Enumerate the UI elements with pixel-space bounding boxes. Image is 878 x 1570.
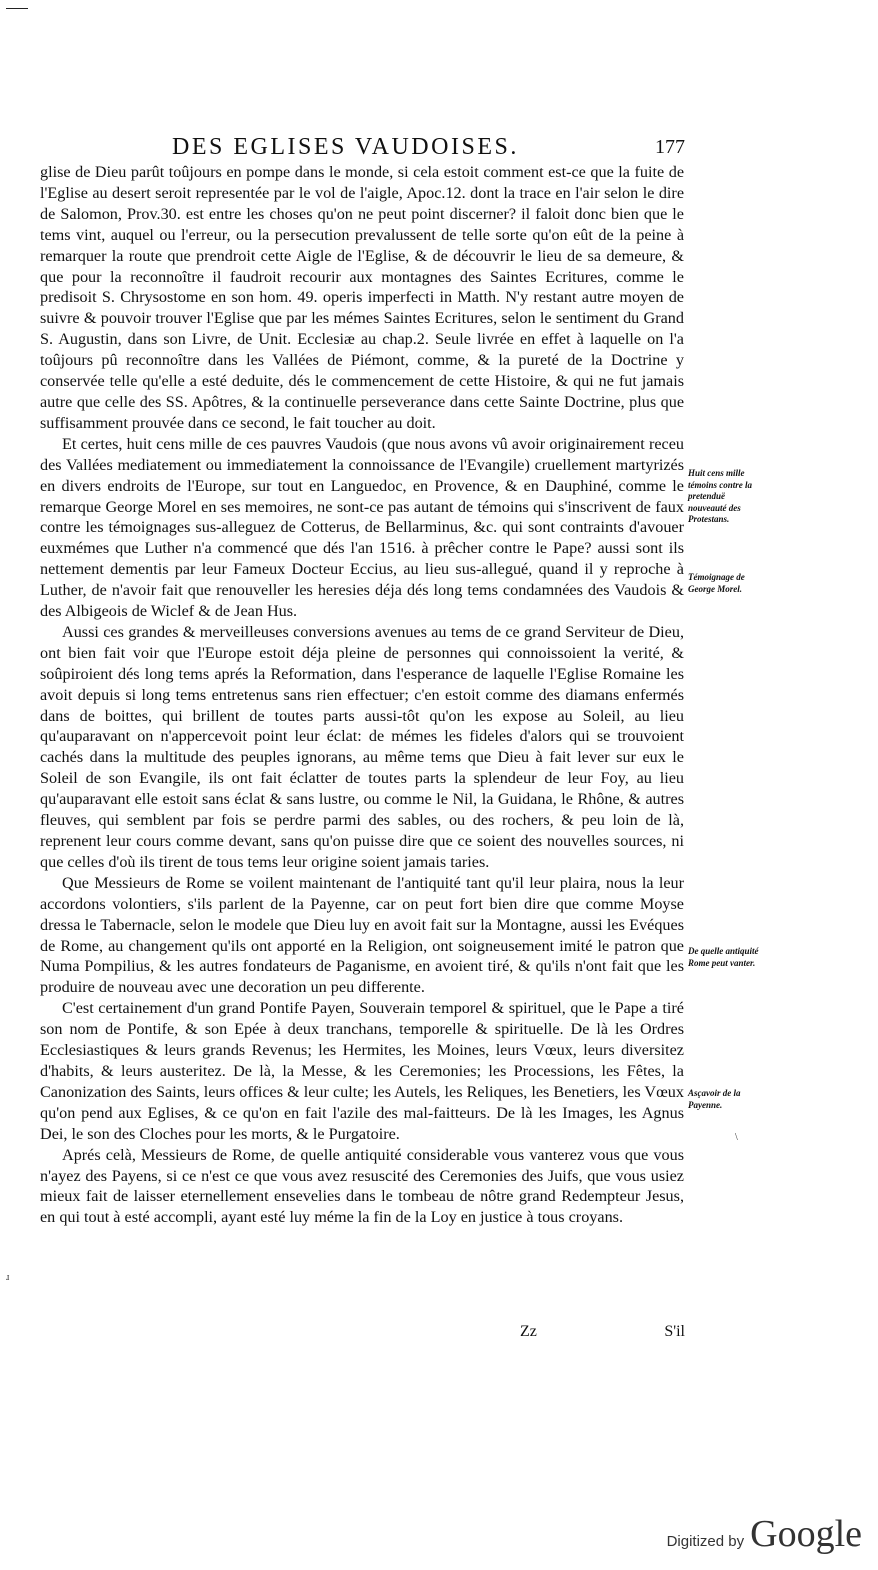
paragraph-1: glise de Dieu parût toûjours en pompe dans le monde, si cela estoit comment est-ce que la fuite de l'Eglise au desert seroit representée par le vol de l'aigle, Apoc.12. dont la trace en l'air selon le dire de Salomon, Prov.30. est entre les choses qu'on ne peut point discerner? il faloit donc bien que le tems vint, auquel ou l'erreur, ou la persecution prevalussent de telle sorte qu'on eût de la peine à remarquer la route que prendroit cette Aigle de l'Eglise, & de découvrir le lieu de sa demeure, & que pour la reconnoître il faudroit recourir aux montagnes des Saintes Ecritures, comme le predisoit S. Chrysostome en son hom. 49. operis imperfecti in Matth. N'y restant autre moyen de suivre & pouvoir trouver l'Eglise que par les mémes Saintes Ecritures, selon le sentiment du Grand S. Augustin, dans son Livre, de Unit. Ecclesiæ au chap.2. Seule livrée en effet à laquelle on l'a toûjours pû reconnoître dans les Vallées de Piémont, comme, & la pureté de la Doctrine y conservée telle qu'elle a esté deduite, dés le commencement de cette Histoire, & qui ne fut jamais autre que celle des SS. Apôtres, & la continuelle perseverance dans cette Sainte Doctrine, plus que suffisamment prouvée dans ce second, le fait toucher au doit.: [40, 163, 684, 432]
paragraph-6: Aprés celà, Messieurs de Rome, de quelle antiquité considerable vous vanterez vous que vous n'ayez des Payens, si ce n'est ce que vous avez resuscité des Ceremonies des Juifs, que vous usiez mieux fait de laisser eternellement ensevelies dans le tombeau de nôtre grand Redempteur Jesus, en qui tout à esté accompli, ayant esté luy méme la fin de la Loy en justice à tous croyans.: [40, 1145, 684, 1227]
body-text: [40, 162, 684, 1228]
digitization-watermark: [667, 1512, 862, 1556]
sidenote-pagan: Asçavoir de la Payenne.: [688, 1088, 741, 1110]
google-logo: Google: [750, 1513, 862, 1555]
stray-mark: \: [735, 1132, 738, 1143]
catchword: S'il: [664, 1323, 685, 1340]
catchword-line: [520, 1323, 685, 1341]
paragraph-3: Aussi ces grandes & merveilleuses conversions avenues au tems de ce grand Serviteur de Dieu, ont bien fait voir que l'Europe estoit déja pleine de personnes qui connoissoient la verité, & soûpiroient dés long tems aprés la Reformation, dans l'esperance de laquelle l'Eglise Romaine les avoit depuis si long tems entretenus sans rien effectuer; c'en estoit comme des diamans enfermés dans de boittes, qui brillent de toutes parts aussi-tôt qu'on les expose au Soleil, au lieu qu'auparavant on n'appercevoit point leur éclat: de mémes les fideles d'alors qui se trouvoient cachés dans la multitude des peuples ignorans, au même tems que Dieu à fait lever sur eux le Soleil de son Evangile, ils ont fait éclatter de toutes parts la splendeur de leur Foy, au lieu qu'auparavant elle estoit sans éclat & sans lustre, ou comme le Nil, la Guidana, le Rhône, & autres fleuves, qui semblent par fois se perdre parmi des sables, ou des rochers, & peu loin de là, reprenent leur cours comme devant, sans qu'on puisse dire que ce soient des nouvelles sources, ni que celles d'où ils tirent de tous tems leur origine soient jamais taries.: [40, 622, 684, 871]
running-title: DES EGLISES VAUDOISES.: [172, 134, 519, 160]
page-number: 177: [655, 136, 685, 158]
stray-mark: ɹ: [6, 1272, 10, 1283]
page-edge-mark: [6, 8, 28, 21]
sidenote-witnesses: Huit cens mille témoins contre la pretenduë nouveauté des Protestans.: [688, 468, 753, 524]
sidenote-antiquity: De quelle antiquité Rome peut vanter.: [688, 946, 759, 968]
paragraph-2: Et certes, huit cens mille de ces pauvres Vaudois (que nous avons vû avoir originairement receu des Vallées mediatement ou immediatement la connoissance de l'Evangile) cruellement martyrizés en divers endroits de l'Europe, sur tout en Languedoc, en Provence, & en Dauphiné, comme le remarque George Morel en ses memoires, ne sont-ce pas autant de témoins qui s'inscrivent de faux contre les témoignages sus-alleguez de Cotterus, de Bellarminus, &c. qui sont contraints d'avouer euxmémes que Luther n'a commencé que dés l'an 1516. à prêcher contre le Pape? aussi sont ils nettement dementis par leur Fameux Docteur Eccius, au lieu sus-allegué, quand il y reproche à Luther, de n'avoir fait que renouveller les heresies déja dés long tems condamnées des Vaudois & des Albigeois de Wiclef & de Jean Hus.: [40, 434, 684, 621]
watermark-prefix: Digitized by: [666, 1533, 745, 1550]
signature-mark: Zz: [520, 1323, 537, 1340]
sidenote-morel: Témoignage de George Morel.: [688, 572, 745, 594]
paragraph-4: Que Messieurs de Rome se voilent maintenant de l'antiquité tant qu'il leur plaira, nous la leur accordons volontiers, s'ils parlent de la Payenne, car on peut fort bien dire que comme Moyse dressa le Tabernacle, selon le modele que Dieu luy en avoit fait sur la Montagne, aussi les Evéques de Rome, au changement qu'ils ont apporté en la Religion, ont soigneusement imité le patron que Numa Pompilius, & les autres fondateurs de Paganisme, en avoient tiré, & qu'ils n'ont fait que les produire de nouveau avec une decoration un peu differente.: [40, 873, 684, 997]
paragraph-5: C'est certainement d'un grand Pontife Payen, Souverain temporel & spirituel, que le Pape a tiré son nom de Pontife, & son Epée à deux tranchans, temporelle & spirituelle. De là les Ordres Ecclesiastiques & leurs grands Revenus; les Hermites, les Moines, leurs Vœux, leurs diversitez d'habits, & leurs austeritez. De là, la Messe, & les Ceremonies; les Processions, les Fêtes, la Canonization des Saints, leurs offices & leur culte; les Autels, les Reliques, les Benetiers, les Vœux qu'on pend aux Eglises, & ce qu'on en fait l'azile des mal-faitteurs. De là les Images, les Agnus Dei, le son des Cloches pour les morts, & le Purgatoire.: [40, 999, 684, 1143]
